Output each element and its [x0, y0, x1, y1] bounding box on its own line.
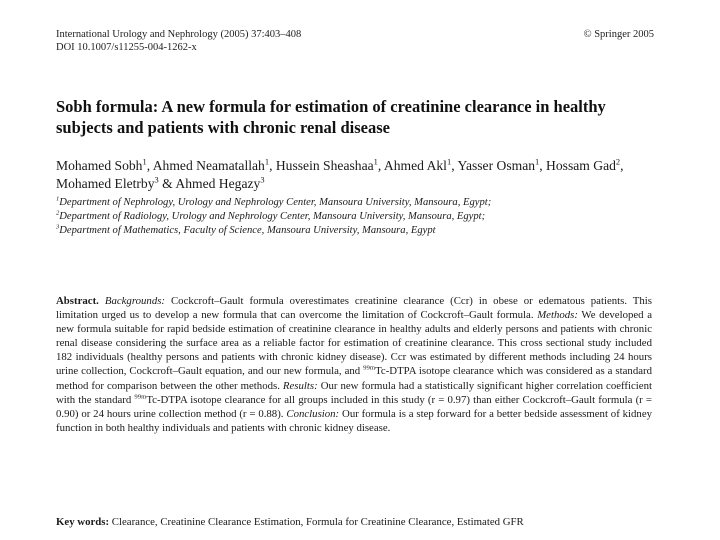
results-text-cont: Tc-DTPA isotope clearance for all groups included in this study (r = 0.97) than either Cockcroft–Gault formula (r = 0.90) or 24 hours urine collection method (r = 0.88).: [56, 393, 653, 420]
author: Hussein Sheashaa$^1$,: [275, 156, 384, 173]
author: Hossam Gad$^2$,: [546, 156, 624, 173]
author: Yasser Osman$^1$,: [457, 156, 547, 173]
methods-text-cont: Tc-DTPA isotope clearance which was considered as a standard method for comparison between the other methods.: [56, 365, 652, 392]
author-list: [56, 157, 662, 193]
author: Mohamed Sobh$^1$,: [56, 156, 153, 173]
doi: DOI 10.1007/s11255-004-1262-x: [56, 42, 197, 53]
journal-citation: International Urology and Nephrology (2005) 37:403–408: [56, 29, 302, 40]
keywords-text: Clearance, Creatinine Clearance Estimation, Formula for Creatinine Clearance, Estimated GFR: [111, 516, 524, 528]
affiliation: $^2$Department of Radiology, Urology and Nephrology Center, Mansoura University, Mansoura, Egypt;: [56, 209, 486, 222]
affiliation: $^3$Department of Mathematics, Faculty of Science, Mansoura University, Mansoura, Egypt: [56, 223, 436, 236]
author: Ahmed Neamatallah$^1$,: [152, 156, 276, 173]
affiliations: [56, 196, 666, 238]
results-label: Results:: [282, 379, 318, 392]
abstract: [56, 294, 652, 435]
keywords: [56, 515, 666, 529]
isotope-superscript: 99m: [134, 393, 147, 401]
paper-title: Sobh formula: A new formula for estimation of creatinine clearance in healthy subjects and patients with chronic renal disease: [56, 97, 606, 137]
copyright-notice: © Springer 2005: [583, 29, 654, 40]
author: Mohamed Eletrby$^3$ &: [56, 174, 176, 191]
backgrounds-label: Backgrounds:: [104, 295, 166, 307]
affiliation: $^1$Department of Nephrology, Urology and Nephrology Center, Mansoura University, Mansoura, Egypt;: [56, 195, 492, 208]
isotope-superscript: 99m: [363, 364, 376, 372]
author: Ahmed Hegazy$^3$: [175, 174, 265, 191]
abstract-label: Abstract.: [56, 295, 99, 307]
results-text: Our new formula had a statistically significant higher correlation coefficient with the standard: [56, 379, 652, 406]
backgrounds-text: Cockcroft–Gault formula overestimates creatinine clearance (Ccr) in obese or edematous patients. This limitation urged us to develop a new formula that can overcome the limitation of Cockcroft–Gault formula.: [56, 295, 652, 322]
conclusion-text: Our formula is a step forward for a better bedside assessment of kidney function in both healthy individuals and patients with chronic kidney disease.: [56, 407, 653, 434]
conclusion-label: Conclusion:: [286, 407, 340, 420]
author: Ahmed Akl$^1$,: [383, 156, 458, 173]
methods-text: We developed a new formula suitable for rapid bedside estimation of creatinine clearance in healthy adults and elderly persons and patients with chronic renal disease considering the surface area as a reliable factor for estimation of creatinine clearance. This cross sectional study included 182 individuals (healthy persons and patients with chronic kidney disease). Ccr was estimated by different methods including 24 hours urine collection, Cockcroft–Gault equation, and our new formula, and: [56, 309, 652, 378]
journal-header: [56, 28, 301, 54]
methods-label: Methods:: [537, 309, 578, 322]
keywords-label: Key words:: [56, 516, 110, 528]
